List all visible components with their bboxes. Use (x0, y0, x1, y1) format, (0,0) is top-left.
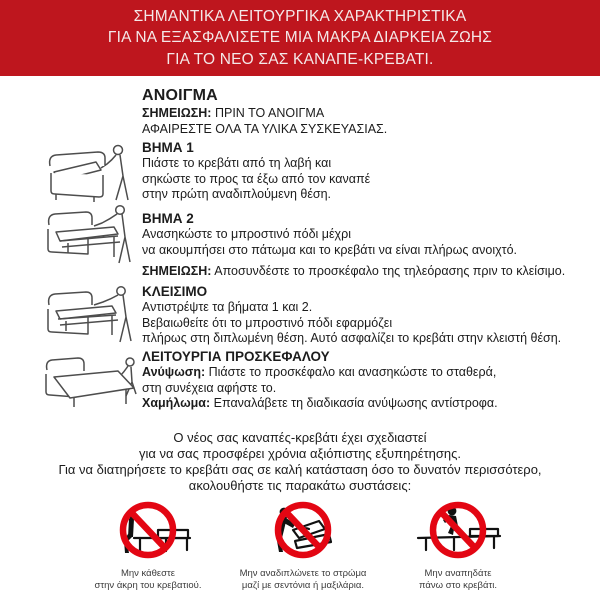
header-banner (0, 0, 600, 76)
section-heading-step2: ΒΗΜΑ 2 (142, 211, 194, 226)
warning2-caption-line-1: Μην αναδιπλώνετε το στρώμα (239, 568, 367, 579)
no-jumping-on-bed-prohibition-icon (408, 500, 508, 566)
opening-note-line-2: ΑΦΑΙΡΕΣΤΕ ΟΛΑ ΤΑ ΥΛΙΚΑ ΣΥΣΚΕΥΑΣΙΑΣ. (142, 121, 388, 136)
step1-text (142, 156, 594, 203)
headrest-sofa-illustration (42, 352, 140, 418)
step1-line-1: Πιάστε το κρεβάτι από τη λαβή και (142, 156, 332, 170)
section-heading-opening: ΑΝΟΙΓΜΑ (142, 87, 218, 104)
warning-no-sitting (73, 500, 223, 591)
footer-line-2: για να σας προσφέρει χρόνια αξιόπιστης εξυπηρέτησης. (138, 446, 462, 461)
footer-line-1: Ο νέος σας καναπές-κρεβάτι έχει σχεδιαστεί (173, 430, 427, 445)
warning-caption (419, 568, 497, 591)
warning1-caption-line-2: στην άκρη του κρεβατιού. (94, 579, 202, 591)
opening-note-line-1 (142, 106, 594, 122)
closing-text (142, 300, 594, 347)
closing-note-label: ΣΗΜΕΙΩΣΗ: (142, 264, 212, 278)
closing-note-text: Αποσυνδέστε το προσκέφαλο της τηλεόρασης πριν το κλείσιμο. (214, 264, 566, 278)
warning1-caption-line-1: Μην κάθεστε (120, 568, 176, 579)
step1-line-2: σηκώστε το προς τα έξω από τον καναπέ (142, 171, 371, 186)
footer-line-4: ακολουθήστε τις παρακάτω συστάσεις: (188, 478, 412, 493)
opening-note (142, 106, 594, 137)
step2-text (142, 227, 594, 258)
banner-title-line-2: ΓΙΑ ΝΑ ΕΞΑΣΦΑΛΙΣΕΤΕ ΜΙΑ ΜΑΚΡΑ ΔΙΑΡΚΕΙΑ ΖΩΗΣ (107, 29, 493, 47)
headrest-text (142, 365, 594, 412)
lift-label: Ανύψωση: (142, 365, 206, 379)
banner-title-line-1: ΣΗΜΑΝΤΙΚΑ ΛΕΙΤΟΥΡΓΙΚΑ ΧΑΡΑΚΤΗΡΙΣΤΙΚΑ (133, 7, 467, 25)
headrest-lower-line (142, 396, 594, 412)
warning3-caption-line-2: πάνω στο κρεβάτι. (419, 579, 497, 591)
step1-line-3: στην πρώτη αναδιπλούμενη θέση. (142, 187, 332, 201)
closing-line-2: Βεβαιωθείτε ότι το μπροστινό πόδι εφαρμόζει (142, 315, 393, 330)
closing-line-3: πλήρως στη διπλωμένη θέση. Αυτό ασφαλίζει το κρεβάτι στην κλειστή θέση. (142, 331, 562, 345)
footer-line-3: Για να διατηρήσετε το κρεβάτι σας σε καλή κατάσταση όσο το δυνατόν περισσότερο, (58, 462, 542, 477)
note-text: ΠΡΙΝ ΤΟ ΑΝΟΙΓΜΑ (214, 106, 325, 120)
closing-sofa-illustration (44, 285, 138, 347)
no-folding-mattress-with-bedding-prohibition-icon (253, 500, 353, 566)
step2-line-1: Ανασηκώστε το μπροστινό πόδι μέχρι (142, 227, 351, 241)
closing-note (142, 264, 594, 280)
warning2-caption-line-2: μαζί με σεντόνια ή μαξιλάρια. (241, 579, 365, 591)
warning-caption (95, 568, 202, 591)
lift-text: Πιάστε το προσκέφαλο και ανασηκώστε το σταθερά, (208, 365, 497, 379)
section-heading-closing: ΚΛΕΙΣΙΜΟ (142, 284, 208, 299)
note-label: ΣΗΜΕΙΩΣΗ: (142, 106, 212, 120)
step2-line-2: να ακουμπήσει στο πάτωμα και το κρεβάτι να είναι πλήρως ανοιχτό. (142, 242, 518, 257)
warning-no-folding-bedding (228, 500, 378, 591)
warning3-caption-line-1: Μην αναπηδάτε (424, 568, 492, 579)
headrest-lift-line-2: στη συνέχεια αφήστε το. (142, 380, 277, 395)
footer-paragraph (0, 430, 600, 494)
step2-sofa-illustration (44, 203, 138, 269)
section-heading-step1: ΒΗΜΑ 1 (142, 140, 194, 155)
step1-sofa-illustration (44, 142, 136, 204)
no-sitting-on-edge-prohibition-icon (98, 500, 198, 566)
warning-caption (240, 568, 367, 591)
banner-title-line-3: ΓΙΑ ΤΟ ΝΕΟ ΣΑΣ ΚΑΝΑΠΕ-ΚΡΕΒΑΤΙ. (166, 50, 434, 68)
lower-label: Χαμήλωμα: (142, 396, 211, 410)
headrest-lift-line-1 (142, 365, 594, 381)
closing-line-1: Αντιστρέψτε τα βήματα 1 και 2. (142, 300, 313, 314)
warning-no-jumping (383, 500, 533, 591)
lower-text: Επαναλάβετε τη διαδικασία ανύψωσης αντίστροφα. (213, 396, 498, 410)
section-heading-headrest: ΛΕΙΤΟΥΡΓΙΑ ΠΡΟΣΚΕΦΑΛΟΥ (142, 349, 330, 364)
